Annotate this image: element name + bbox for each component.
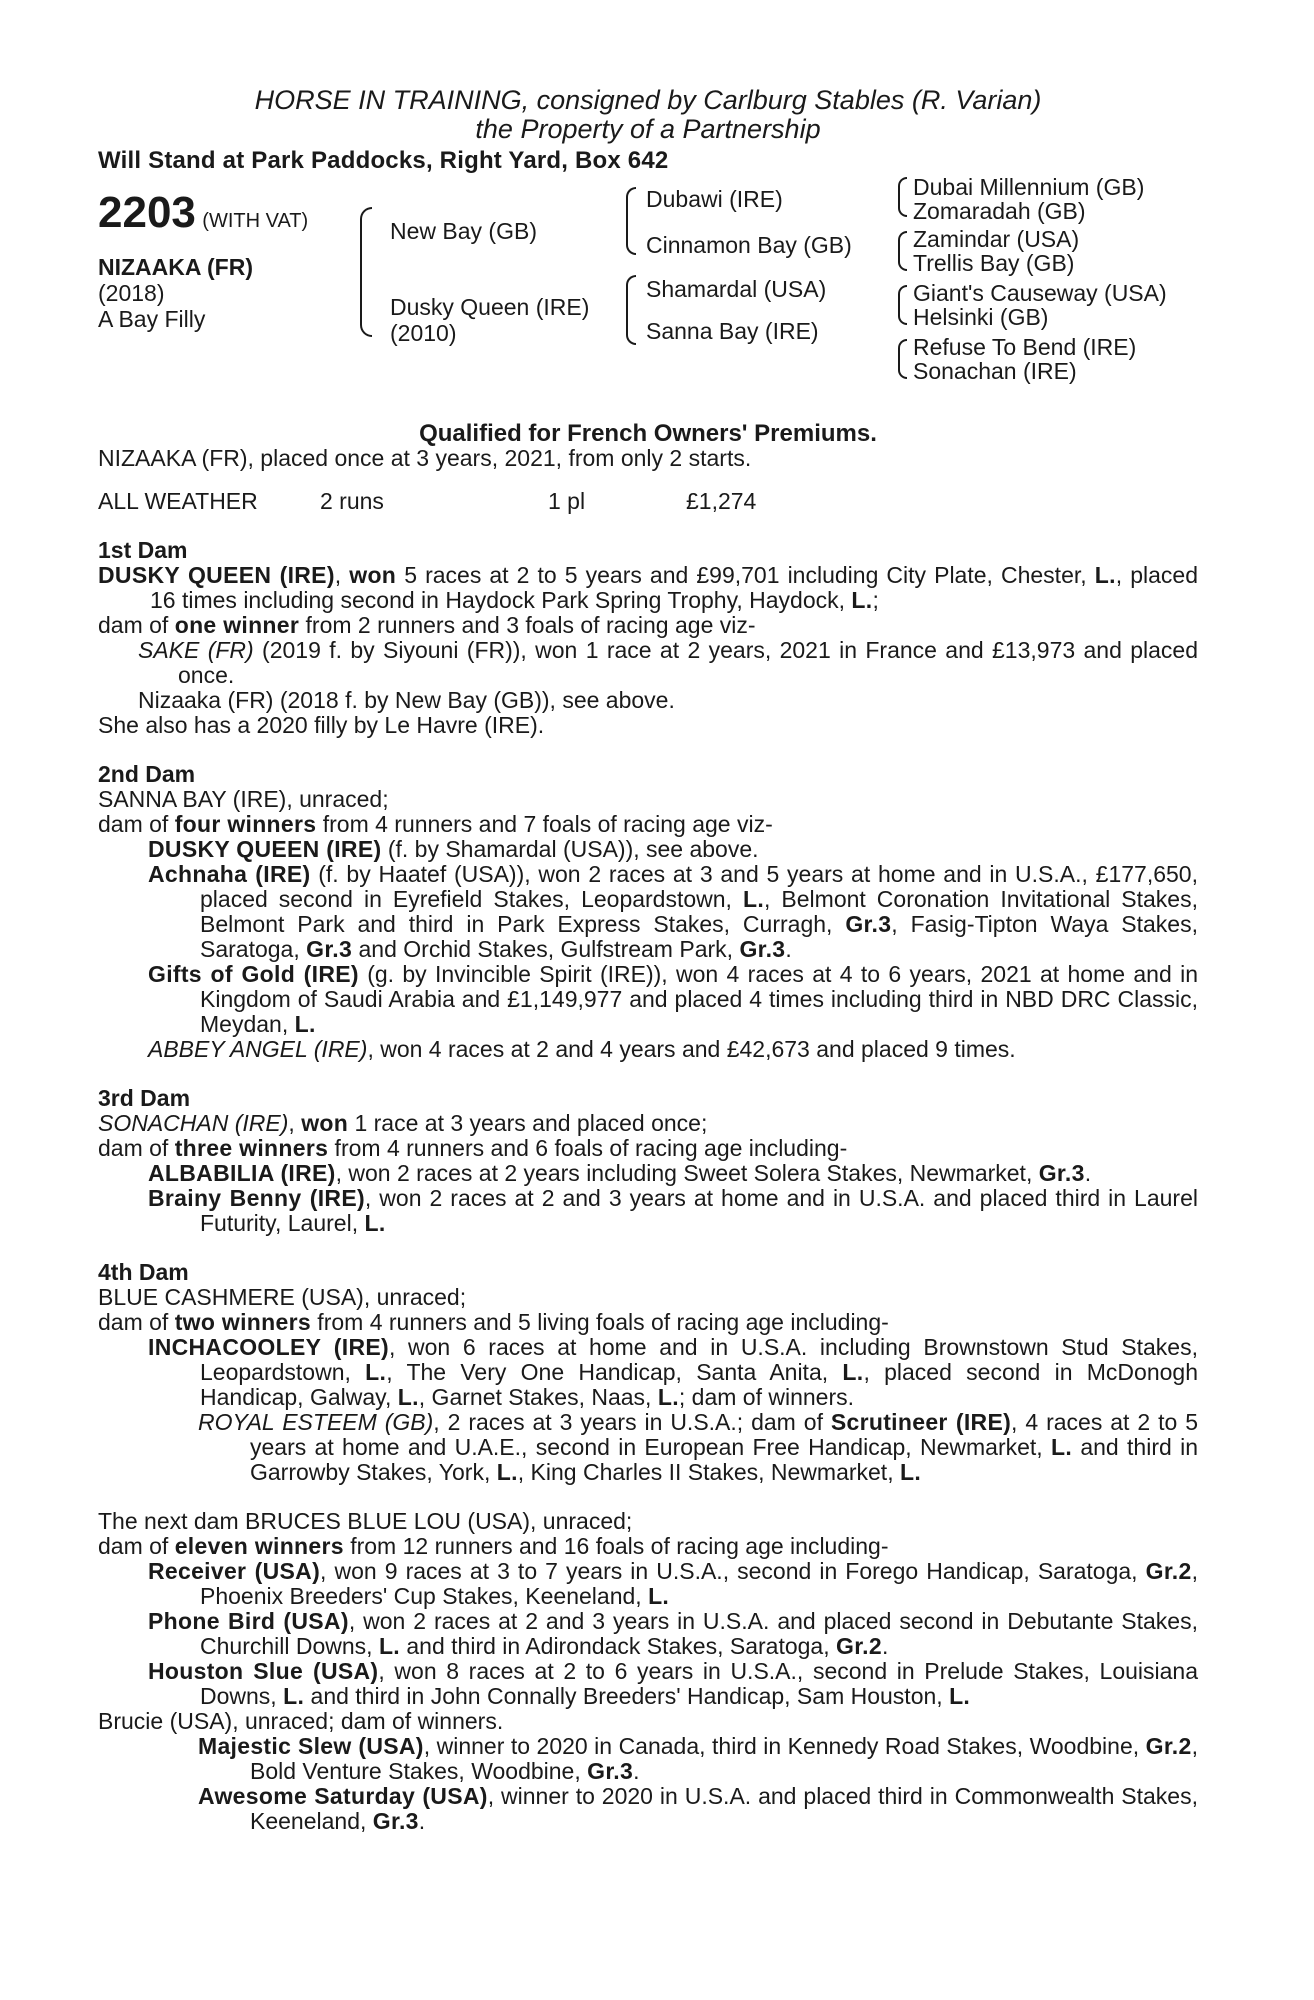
produce-entry: Majestic Slew (USA), winner to 2020 in Canada, third in Kennedy Road Stakes, Woodbine, Gr.2, Bold Venture Stakes, Woodbine, Gr.3. (198, 1733, 1198, 1784)
produce-entry: Achnaha (IRE) (f. by Haatef (USA)), won 2 races at 3 and 5 years at home and in U.S.A., £177,650, placed second in Eyrefield Stakes, Leopardstown, L., Belmont Coronation Invitational Stakes, Belmont Park and third in Park Express Stakes, Curragh, Gr.3, Fasig-Tipton Waya Stakes, Saratoga, Gr.3 and Orchid Stakes, Gulfstream Park, Gr.3. (148, 861, 1198, 962)
racing-summary: NIZAAKA (FR), placed once at 3 years, 2021, from only 2 starts. (98, 445, 752, 471)
lot-number-line (98, 188, 309, 237)
gen3-bracket-1 (898, 177, 907, 217)
produce-entry: Receiver (USA), won 9 races at 3 to 7 years in U.S.A., second in Forego Handicap, Saratoga, Gr.2, Phoenix Breeders' Cup Stakes, Keeneland, L. (148, 1558, 1198, 1609)
catalogue-page (98, 86, 1198, 1834)
sire-sire: Dubawi (IRE) (646, 186, 783, 212)
pedigree-bracket (360, 207, 372, 337)
dam-produce-line: dam of three winners from 4 runners and 6 foals of racing age including- (98, 1135, 848, 1161)
vat-label: (WITH VAT) (202, 210, 309, 232)
dam: Dusky Queen (IRE) (390, 294, 590, 320)
qualified-note: Qualified for French Owners' Premiums. (419, 420, 877, 447)
sire-dam-sire: Zamindar (USA) (913, 226, 1080, 252)
sire-dam-dam: Trellis Bay (GB) (913, 250, 1075, 276)
dam-summary: SANNA BAY (IRE), unraced; (98, 786, 389, 812)
gen3-bracket-2 (898, 231, 907, 271)
dam-sire: Shamardal (USA) (646, 276, 827, 302)
horse-name: NIZAAKA (FR) (98, 254, 254, 280)
dam-summary: The next dam BRUCES BLUE LOU (USA), unraced; (98, 1508, 633, 1534)
horse-year: (2018) (98, 280, 165, 306)
second-dam-section (98, 762, 1198, 1062)
dam-produce-line: dam of two winners from 4 runners and 5 living foals of racing age including- (98, 1309, 889, 1335)
dam-sire-sire: Giant's Causeway (USA) (913, 280, 1167, 306)
produce-entry: Houston Slue (USA), won 8 races at 2 to 6 years in U.S.A., second in Prelude Stakes, Louisiana Downs, L. and third in John Connally Breeders' Handicap, Sam Houston, L. (148, 1658, 1198, 1709)
produce-entry: INCHACOOLEY (IRE), won 6 races at home and in U.S.A. including Brownstown Stud Stakes, Leopardstown, L., The Very One Handicap, Santa Anita, L., placed second in McDonogh Handicap, Galway, L., Garnet Stakes, Naas, L.; dam of winners. (148, 1334, 1198, 1410)
gen3-bracket-4 (898, 339, 907, 379)
dam-dam-sire: Refuse To Bend (IRE) (913, 334, 1137, 360)
dam-produce-line: dam of eleven winners from 12 runners and 16 foals of racing age including- (98, 1533, 889, 1559)
race-record (98, 489, 1198, 514)
produce-entry: Brainy Benny (IRE), won 2 races at 2 and 3 years at home and in U.S.A. and placed third in Laurel Futurity, Laurel, L. (148, 1185, 1198, 1236)
record-earnings: £1,274 (686, 488, 757, 514)
dam-produce-line: dam of one winner from 2 runners and 3 foals of racing age viz- (98, 612, 756, 638)
lot-number: 2203 (98, 188, 196, 237)
produce-entry: Gifts of Gold (IRE) (g. by Invincible Spirit (IRE)), won 4 races at 4 to 6 years, 2021 at home and in Kingdom of Saudi Arabia and £1,149,977 and placed 4 times including third in NBD DRC Classic, Meydan, L. (148, 961, 1198, 1037)
sire-dam: Cinnamon Bay (GB) (646, 232, 852, 258)
produce-entry: ROYAL ESTEEM (GB), 2 races at 3 years in U.S.A.; dam of Scrutineer (IRE), 4 races at 2 to 5 years at home and U.A.E., second in European Free Handicap, Newmarket, L. and third in Garrowby Stakes, York, L., King Charles II Stakes, Newmarket, L. (198, 1409, 1198, 1485)
horse-description: A Bay Filly (98, 306, 206, 332)
dam-year: (2010) (390, 320, 457, 346)
first-dam-section (98, 538, 1198, 738)
produce-note: She also has a 2020 filly by Le Havre (IRE). (98, 712, 545, 738)
sire-sire-sire: Dubai Millennium (GB) (913, 174, 1145, 200)
record-surface: ALL WEATHER (98, 488, 258, 514)
sire-sire-dam: Zomaradah (GB) (913, 198, 1086, 224)
dam-produce-line: dam of four winners from 4 runners and 7 foals of racing age viz- (98, 811, 773, 837)
produce-entry: ABBEY ANGEL (IRE), won 4 races at 2 and 4 years and £42,673 and placed 9 times. (148, 1036, 1016, 1062)
dam-summary: SONACHAN (IRE), won 1 race at 3 years and placed once; (98, 1110, 708, 1136)
produce-entry: Brucie (USA), unraced; dam of winners. (98, 1708, 504, 1734)
dam-dam-dam: Sonachan (IRE) (913, 358, 1077, 384)
pedigree-block (98, 174, 1198, 421)
dam-bracket (626, 275, 636, 345)
next-dam-section (98, 1509, 1198, 1834)
gen3-bracket-3 (898, 285, 907, 325)
produce-entry: ALBABILIA (IRE), won 2 races at 2 years including Sweet Solera Stakes, Newmarket, Gr.3. (148, 1160, 1092, 1186)
dam-summary: BLUE CASHMERE (USA), unraced; (98, 1284, 467, 1310)
sire-bracket (626, 187, 636, 255)
produce-entry: Phone Bird (USA), won 2 races at 2 and 3 years in U.S.A. and placed second in Debutante Stakes, Churchill Downs, L. and third in Adirondack Stakes, Saratoga, Gr.2. (148, 1608, 1198, 1659)
dam-dam: Sanna Bay (IRE) (646, 318, 819, 344)
dam-summary: DUSKY QUEEN (IRE), won 5 races at 2 to 5 years and £99,701 including City Plate, Chester, L., placed 16 times including second in Haydock Park Spring Trophy, Haydock, L.; (98, 562, 1198, 613)
fourth-dam-section (98, 1260, 1198, 1485)
produce-entry: SAKE (FR) (2019 f. by Siyouni (FR)), won 1 race at 2 years, 2021 in France and £13,973 and placed once. (138, 637, 1199, 688)
consignor-line: HORSE IN TRAINING, consigned by Carlburg Stables (R. Varian) (254, 85, 1042, 115)
sire: New Bay (GB) (390, 218, 537, 244)
section-heading: 4th Dam (98, 1259, 189, 1285)
property-line: the Property of a Partnership (475, 114, 821, 144)
section-heading: 1st Dam (98, 537, 188, 563)
stand-location: Will Stand at Park Paddocks, Right Yard, Box 642 (98, 147, 669, 174)
record-placed: 1 pl (548, 488, 586, 514)
record-runs: 2 runs (320, 488, 384, 514)
dam-sire-dam: Helsinki (GB) (913, 304, 1049, 330)
section-heading: 2nd Dam (98, 761, 196, 787)
third-dam-section (98, 1086, 1198, 1236)
section-heading: 3rd Dam (98, 1085, 191, 1111)
produce-entry: Nizaaka (FR) (2018 f. by New Bay (GB)), see above. (138, 687, 675, 713)
produce-entry: DUSKY QUEEN (IRE) (f. by Shamardal (USA)), see above. (148, 836, 759, 862)
produce-entry: Awesome Saturday (USA), winner to 2020 in U.S.A. and placed third in Commonwealth Stakes, Keeneland, Gr.3. (198, 1783, 1198, 1834)
